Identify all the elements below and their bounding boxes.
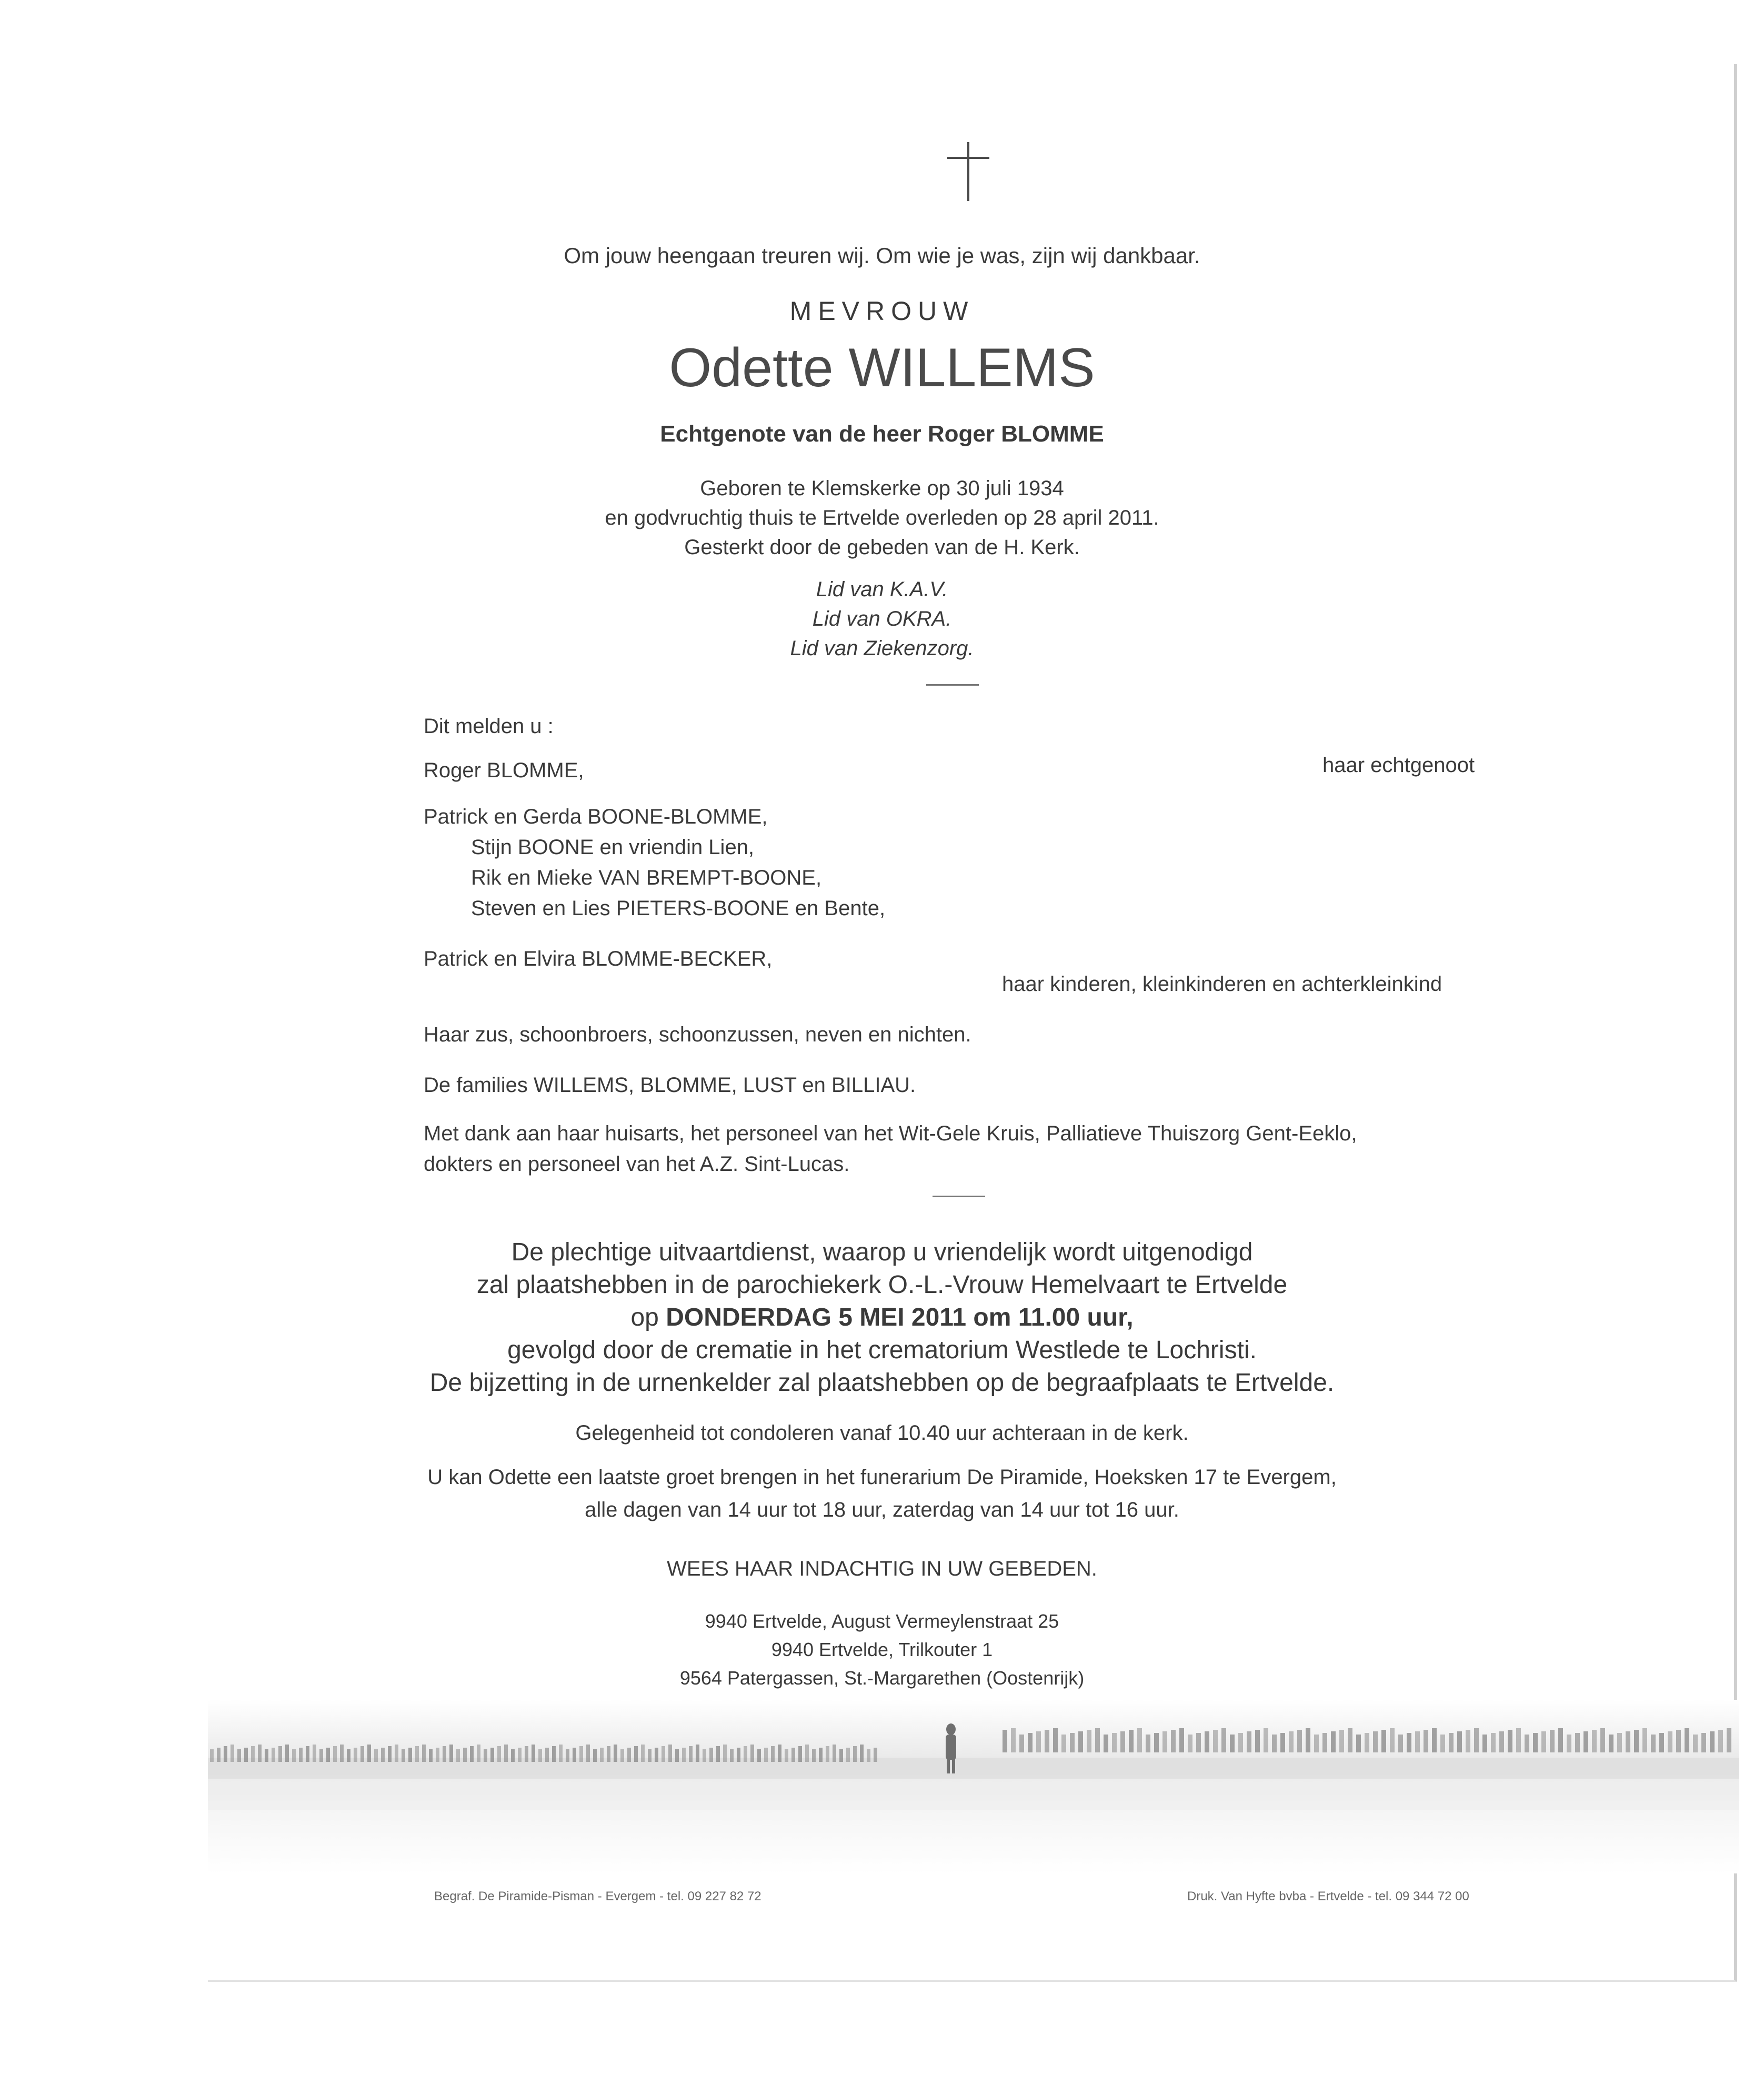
deceased-name: Odette WILLEMS (669, 337, 1095, 398)
beach-groynes-image (208, 1700, 1739, 1873)
family-member: Rik en Mieke VAN BREMPT-BOONE, (471, 866, 822, 889)
family-member: Stijn BOONE en vriendin Lien, (471, 836, 755, 859)
service-date-prefix: op (630, 1304, 666, 1331)
thanks-line: Met dank aan haar huisarts, het personeel van het Wit-Gele Kruis, Palliatieve Thuiszorg Gent-Eeklo, (424, 1122, 1357, 1145)
service-date: DONDERDAG 5 MEI 2011 om 11.00 uur, (666, 1304, 1134, 1331)
husband-role: haar echtgenoot (1322, 754, 1475, 777)
family-member: Steven en Lies PIETERS-BOONE en Bente, (471, 897, 886, 920)
birth-line: Geboren te Klemskerke op 30 juli 1934 (700, 477, 1064, 500)
family-member: Patrick en Elvira BLOMME-BECKER, (424, 947, 773, 970)
divider (933, 1196, 985, 1197)
salutation: MEVROUW (789, 296, 975, 326)
membership-item: Lid van K.A.V. (816, 578, 948, 601)
announcement-intro: Dit melden u : (424, 715, 554, 738)
children-role: haar kinderen, kleinkinderen en achterkleinkind (1002, 973, 1442, 996)
service-line: zal plaatshebben in de parochiekerk O.-L.-Vrouw Hemelvaart te Ertvelde (476, 1271, 1288, 1299)
service-date-line (0, 1301, 1764, 1335)
thanks-line: dokters en personeel van het A.Z. Sint-Lucas. (424, 1152, 850, 1176)
family-member: Patrick en Gerda BOONE-BLOMME, (424, 805, 768, 828)
cross-icon (947, 142, 989, 205)
divider (926, 684, 979, 686)
service-line: De plechtige uitvaartdienst, waarop u vriendelijk wordt uitgenodigd (511, 1238, 1253, 1266)
death-line: en godvruchtig thuis te Ertvelde overleden op 28 april 2011. (605, 506, 1159, 529)
condolences-line: Gelegenheid tot condoleren vanaf 10.40 uur achteraan in de kerk. (575, 1421, 1189, 1445)
address-line: 9940 Ertvelde, August Vermeylenstraat 25 (705, 1610, 1059, 1632)
husband-name: Roger BLOMME, (424, 759, 584, 782)
funeral-director: Begraf. De Piramide-Pisman - Evergem - tel. 09 227 82 72 (434, 1889, 761, 1903)
sacrament-line: Gesterkt door de gebeden van de H. Kerk. (684, 536, 1080, 559)
address-line: 9564 Patergassen, St.-Margarethen (Oostenrijk) (679, 1667, 1085, 1689)
spouse-line: Echtgenote van de heer Roger BLOMME (660, 421, 1104, 447)
prayer-line: WEES HAAR INDACHTIG IN UW GEBEDEN. (667, 1557, 1097, 1580)
address-line: 9940 Ertvelde, Trilkouter 1 (771, 1639, 993, 1660)
membership-item: Lid van Ziekenzorg. (790, 637, 974, 660)
relatives-line: Haar zus, schoonbroers, schoonzussen, neven en nichten. (424, 1023, 971, 1046)
membership-item: Lid van OKRA. (812, 607, 952, 630)
service-line: gevolgd door de crematie in het crematorium Westlede te Lochristi. (507, 1336, 1257, 1364)
printer-credit: Druk. Van Hyfte bvba - Ertvelde - tel. 09 344 72 00 (1187, 1889, 1469, 1903)
opening-quote: Om jouw heengaan treuren wij. Om wie je was, zijn wij dankbaar. (564, 243, 1200, 268)
visit-line: U kan Odette een laatste groet brengen in het funerarium De Piramide, Hoeksken 17 te Evergem, (427, 1466, 1337, 1489)
visit-line: alle dagen van 14 uur tot 18 uur, zaterdag van 14 uur tot 16 uur. (585, 1498, 1179, 1521)
families-line: De families WILLEMS, BLOMME, LUST en BILLIAU. (424, 1074, 916, 1097)
service-line: De bijzetting in de urnenkelder zal plaatshebben op de begraafplaats te Ertvelde. (429, 1369, 1335, 1397)
